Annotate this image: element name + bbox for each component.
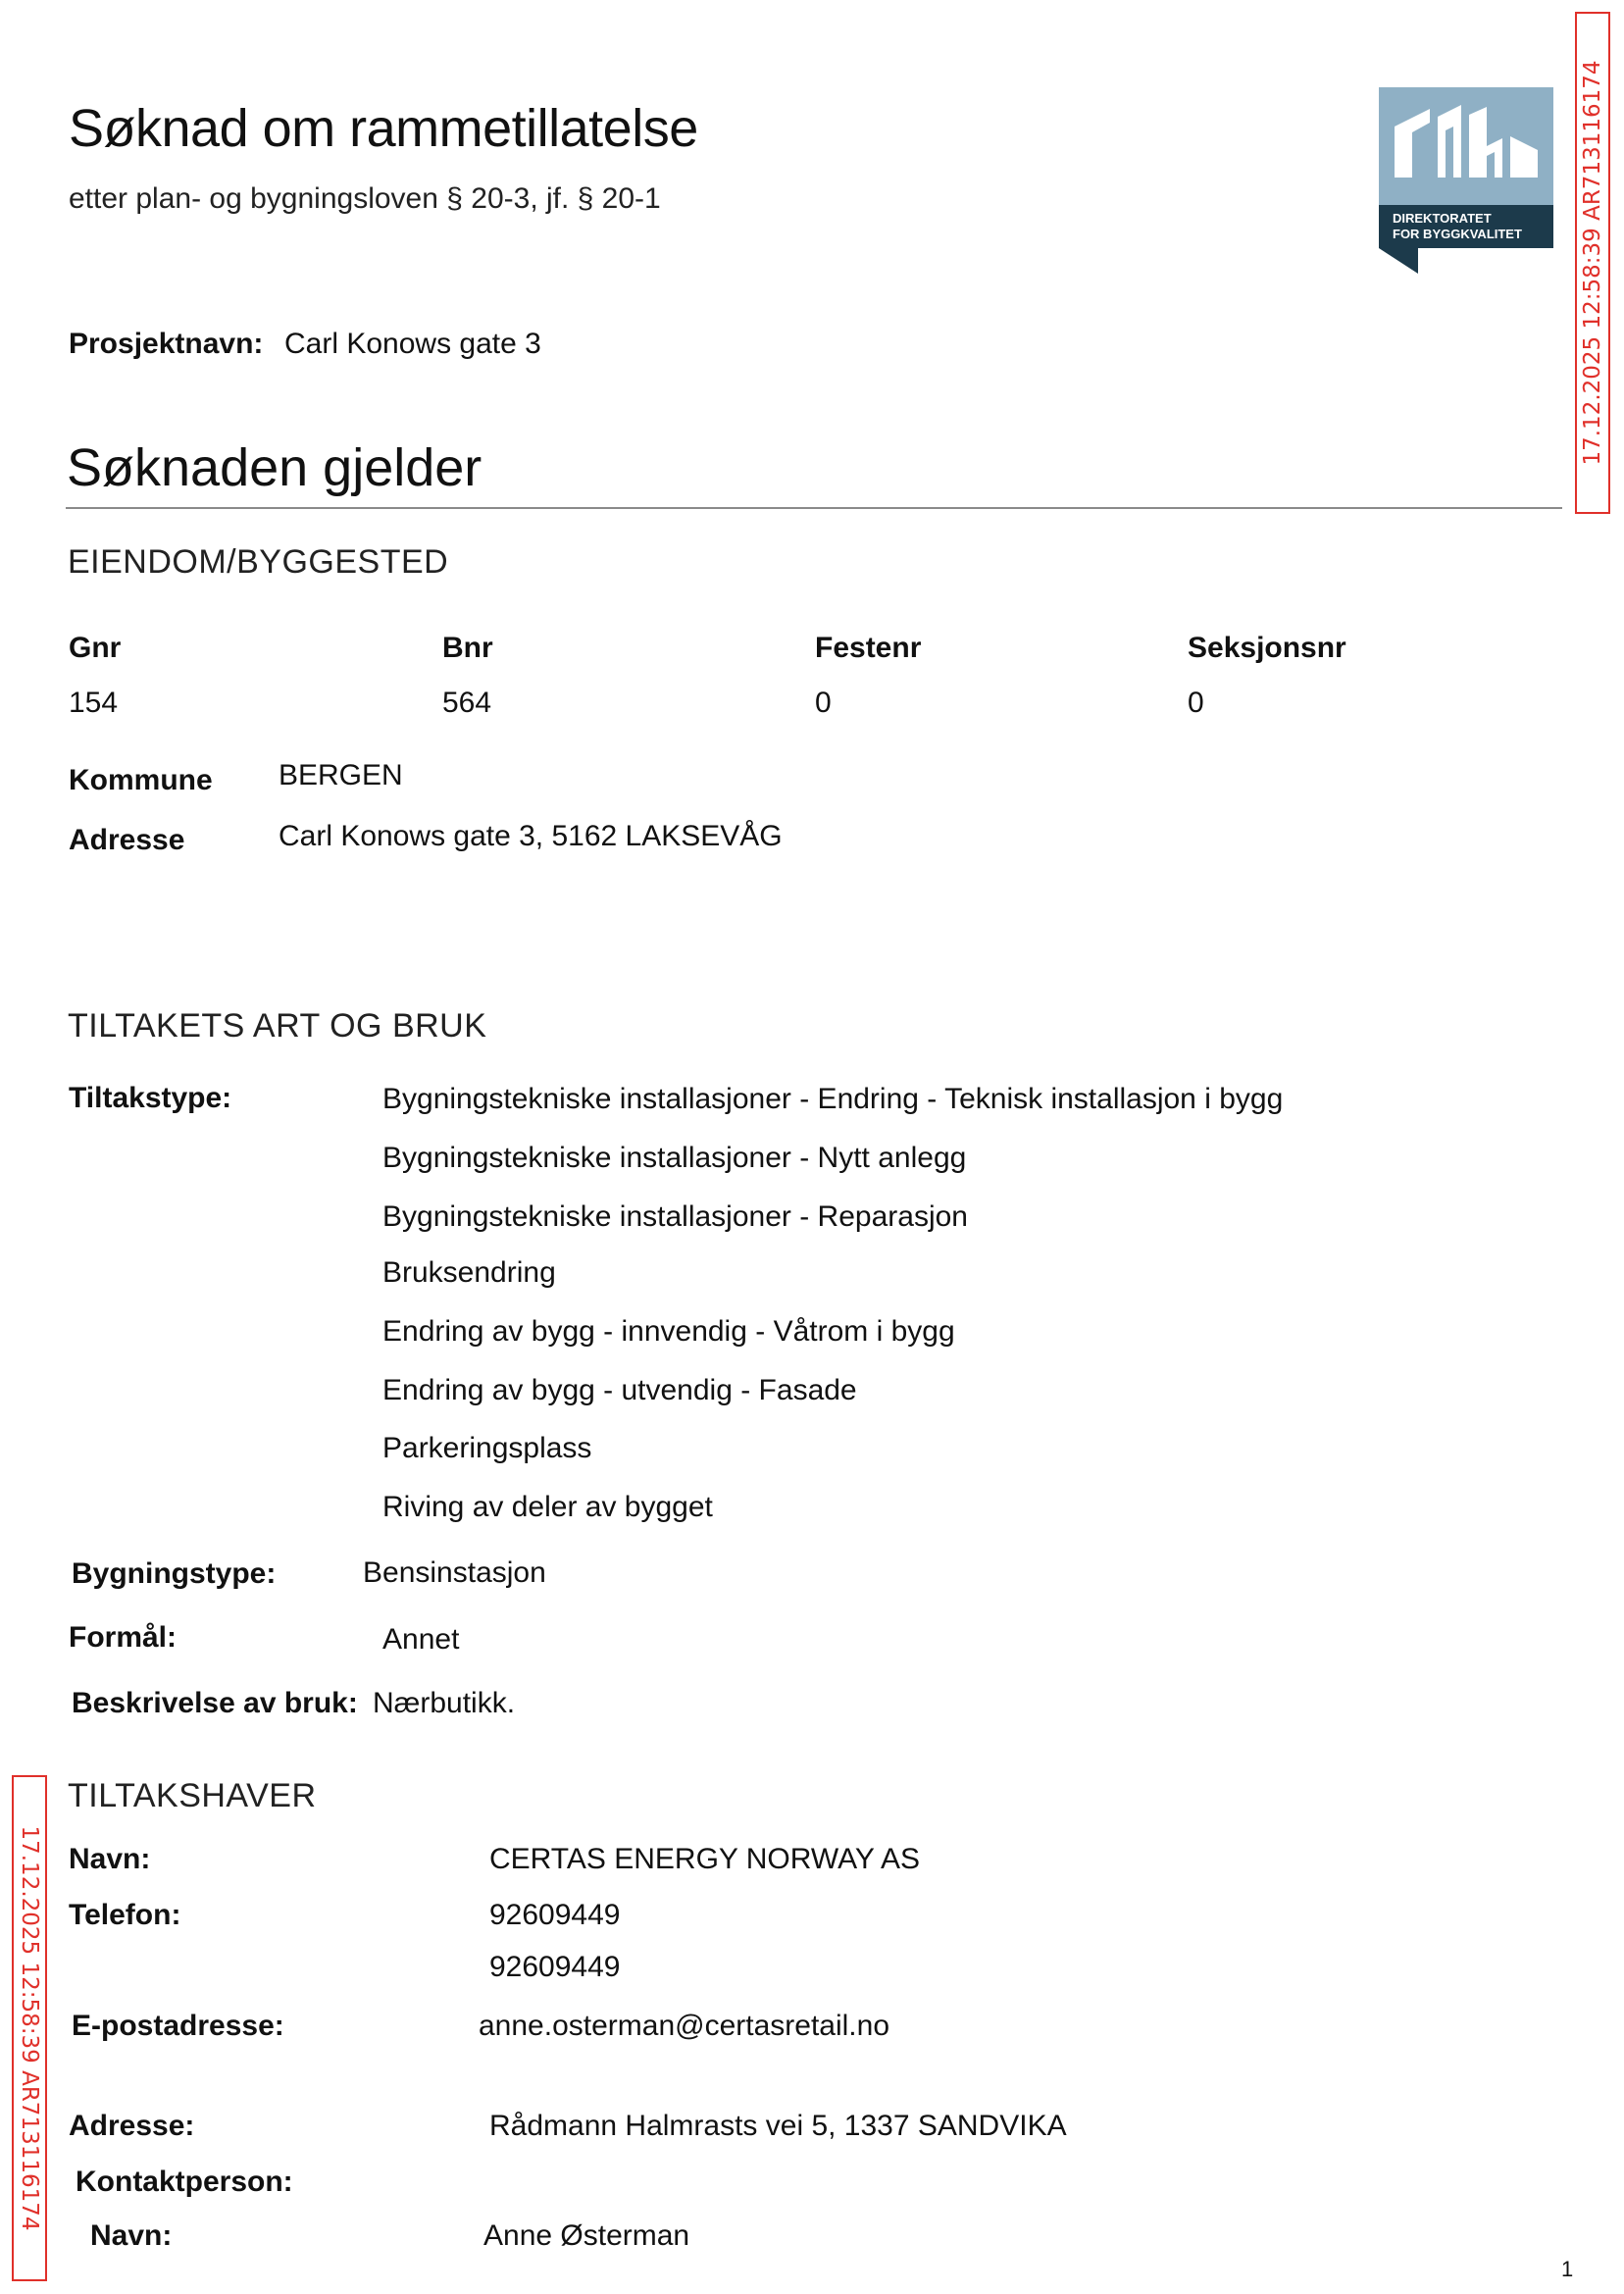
navn-label: Navn: [69, 1843, 151, 1875]
document-stamp-top [1575, 12, 1610, 514]
section-title: Søknaden gjelder [67, 438, 482, 497]
document-stamp-bottom [12, 1775, 47, 2281]
kontakt-navn-label: Navn: [90, 2219, 173, 2252]
project-value: Carl Konows gate 3 [284, 328, 541, 360]
gnr-label: Gnr [69, 632, 122, 664]
dibk-logo [1379, 87, 1553, 274]
tiltakshaver-heading: TILTAKSHAVER [68, 1777, 317, 1814]
bnr-value: 564 [442, 687, 492, 719]
tiltakstype-item: Endring av bygg - utvendig - Fasade [382, 1374, 857, 1406]
kontakt-navn-value: Anne Østerman [483, 2219, 690, 2252]
page-subtitle: etter plan- og bygningsloven § 20-3, jf. § 20-1 [69, 182, 661, 215]
seksjonsnr-value: 0 [1188, 687, 1204, 719]
bruk-value: Nærbutikk. [373, 1687, 516, 1719]
th-adresse-label: Adresse: [69, 2110, 195, 2142]
kontaktperson-label: Kontaktperson: [76, 2166, 293, 2198]
tiltakstype-item: Riving av deler av bygget [382, 1491, 713, 1523]
stamp-text: 17.12.2025 12:58:39 AR713116174 [1580, 60, 1605, 466]
adresse-label: Adresse [69, 824, 185, 856]
tiltakstype-item: Bygningstekniske installasjoner - Endring - Teknisk installasjon i bygg [382, 1083, 1284, 1115]
bygningstype-value: Bensinstasjon [363, 1556, 546, 1589]
th-adresse-value: Rådmann Halmrasts vei 5, 1337 SANDVIKA [489, 2110, 1067, 2142]
telefon-value: 92609449 [489, 1951, 621, 1983]
epost-label: E-postadresse: [72, 2010, 284, 2042]
formal-value: Annet [382, 1623, 460, 1656]
eiendom-heading: EIENDOM/BYGGESTED [68, 543, 449, 581]
festenr-label: Festenr [815, 632, 922, 664]
tiltakstype-item: Bruksendring [382, 1256, 556, 1289]
kommune-value: BERGEN [279, 759, 403, 791]
festenr-value: 0 [815, 687, 832, 719]
logo-line2: FOR BYGGKVALITET [1393, 227, 1522, 241]
bruk-label: Beskrivelse av bruk: [72, 1687, 358, 1719]
page-number: 1 [1561, 2257, 1574, 2281]
tiltak-heading: TILTAKETS ART OG BRUK [68, 1007, 487, 1045]
dibk-logo-icon [1379, 87, 1553, 274]
tiltakstype-item: Endring av bygg - innvendig - Våtrom i bygg [382, 1315, 955, 1348]
tiltakstype-item: Bygningstekniske installasjoner - Nytt anlegg [382, 1142, 967, 1174]
tiltakstype-item: Parkeringsplass [382, 1432, 592, 1464]
stamp-text: 17.12.2025 12:58:39 AR713116174 [17, 1825, 42, 2231]
kommune-label: Kommune [69, 764, 213, 796]
page-title: Søknad om rammetillatelse [69, 99, 698, 158]
section-divider [66, 507, 1562, 509]
navn-value: CERTAS ENERGY NORWAY AS [489, 1843, 921, 1875]
epost-value: anne.osterman@certasretail.no [479, 2010, 890, 2042]
seksjonsnr-label: Seksjonsnr [1188, 632, 1346, 664]
bygningstype-label: Bygningstype: [72, 1557, 277, 1590]
formal-label: Formål: [69, 1621, 178, 1654]
project-label: Prosjektnavn: [69, 328, 264, 360]
logo-line1: DIREKTORATET [1393, 211, 1492, 226]
bnr-label: Bnr [442, 632, 493, 664]
gnr-value: 154 [69, 687, 119, 719]
tiltakstype-label: Tiltakstype: [69, 1082, 232, 1114]
telefon-value: 92609449 [489, 1899, 621, 1931]
telefon-label: Telefon: [69, 1899, 181, 1931]
tiltakstype-item: Bygningstekniske installasjoner - Reparasjon [382, 1200, 968, 1233]
adresse-value: Carl Konows gate 3, 5162 LAKSEVÅG [279, 820, 783, 852]
